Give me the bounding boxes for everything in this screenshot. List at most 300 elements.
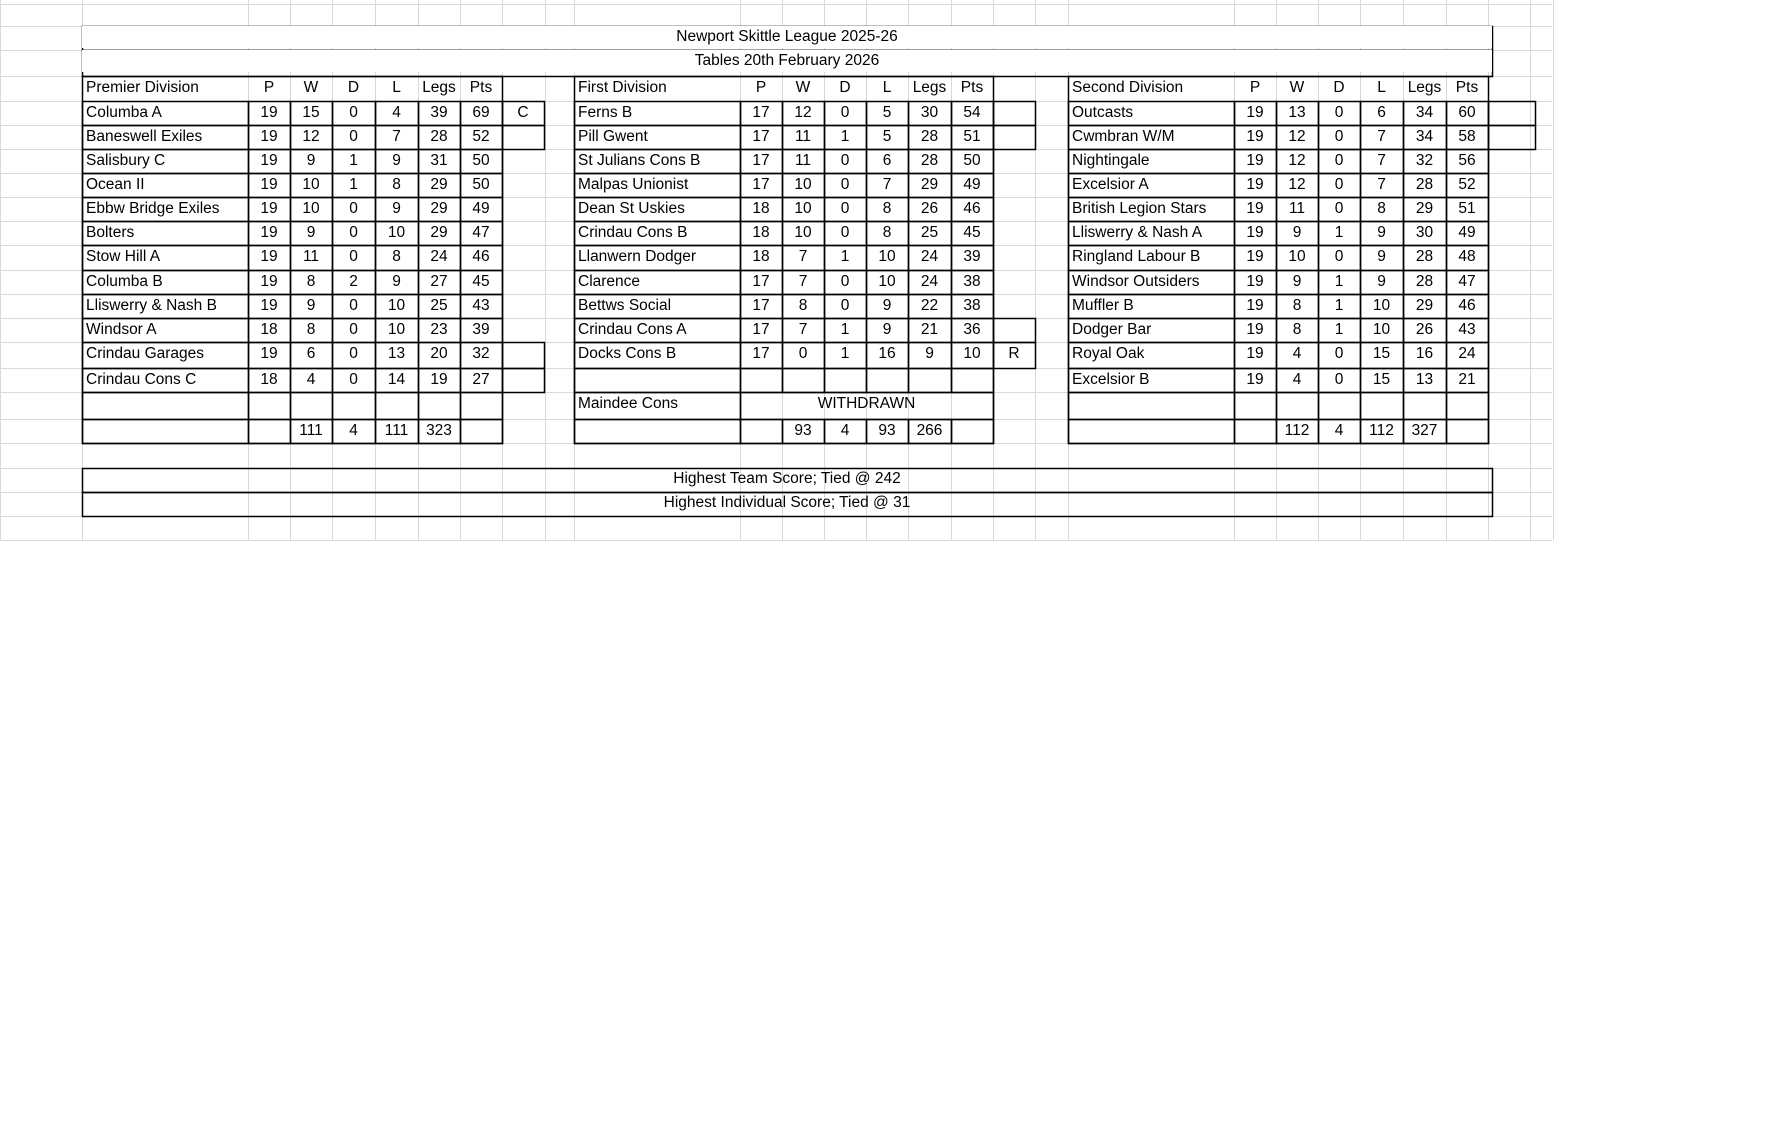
stat-legs[interactable]: 31 (430, 152, 448, 169)
team-name[interactable]: Malpas Unionist (578, 176, 689, 193)
sheet-title[interactable]: Newport Skittle League 2025-26 (82, 26, 1492, 48)
stat-pts[interactable]: 39 (963, 248, 981, 265)
stat-p[interactable]: 18 (752, 224, 770, 241)
stat-w[interactable]: 8 (1292, 321, 1302, 338)
stat-p[interactable]: 19 (260, 200, 278, 217)
total-pts[interactable] (951, 420, 993, 442)
footer-highest-team[interactable]: Highest Team Score; Tied @ 242 (673, 470, 901, 487)
stat-d[interactable]: 0 (840, 200, 850, 217)
stat-pts[interactable]: 51 (1458, 200, 1476, 217)
stat-l[interactable]: 10 (387, 321, 406, 338)
status-note[interactable] (1488, 126, 1535, 148)
stat-l[interactable]: 10 (1372, 297, 1391, 314)
stat-p[interactable]: 19 (260, 176, 278, 193)
stat-d[interactable]: 0 (1334, 128, 1344, 145)
team-name[interactable]: Columba B (86, 273, 163, 290)
stat-pts[interactable]: 45 (963, 224, 981, 241)
stat-p[interactable]: 19 (260, 345, 278, 362)
stat-pts[interactable]: 47 (472, 224, 490, 241)
team-name[interactable]: Ferns B (578, 104, 633, 121)
stat-w[interactable] (1276, 393, 1318, 415)
stat-d[interactable]: 0 (840, 152, 850, 169)
stat-legs[interactable]: 29 (920, 176, 939, 193)
stat-l[interactable]: 5 (882, 104, 892, 121)
stat-w[interactable]: 9 (306, 297, 316, 314)
stat-d[interactable]: 1 (840, 345, 850, 362)
stat-legs[interactable]: 29 (430, 200, 448, 217)
team-name[interactable]: Lliswerry & Nash B (86, 297, 217, 314)
stat-d[interactable]: 0 (349, 200, 358, 217)
stat-w[interactable]: 11 (794, 128, 812, 145)
stat-l[interactable]: 7 (882, 176, 892, 193)
team-name[interactable]: Llanwern Dodger (578, 248, 697, 265)
stat-l[interactable]: 8 (392, 176, 401, 193)
stat-w[interactable]: 11 (1288, 200, 1306, 217)
stat-w[interactable]: 10 (794, 200, 812, 217)
stat-w[interactable]: 9 (1292, 273, 1302, 290)
stat-l[interactable]: 7 (392, 128, 401, 145)
stat-d[interactable]: 1 (840, 248, 850, 265)
stat-p[interactable]: 19 (260, 128, 278, 145)
stat-w[interactable]: 12 (1288, 176, 1306, 193)
team-name[interactable]: Excelsior A (1072, 176, 1149, 193)
stat-pts[interactable]: 32 (472, 345, 490, 362)
stat-l[interactable]: 7 (1377, 152, 1386, 169)
stat-d[interactable] (332, 393, 375, 415)
stat-p[interactable] (248, 393, 290, 415)
stat-d[interactable]: 0 (1334, 345, 1344, 362)
stat-legs[interactable]: 20 (430, 345, 448, 362)
stat-w[interactable]: 9 (306, 152, 316, 169)
column-header-l[interactable]: L (882, 79, 892, 96)
team-name[interactable]: Crindau Cons C (86, 371, 197, 388)
stat-legs[interactable]: 13 (1415, 371, 1434, 388)
stat-legs[interactable]: 24 (920, 273, 939, 290)
column-header-w[interactable]: W (303, 79, 319, 96)
stat-d[interactable]: 0 (1334, 248, 1344, 265)
stat-legs[interactable]: 16 (1415, 345, 1434, 362)
stat-l[interactable]: 5 (882, 128, 892, 145)
column-header-w[interactable]: W (795, 79, 811, 96)
stat-pts[interactable]: 39 (472, 321, 490, 338)
stat-w[interactable]: 8 (306, 321, 316, 338)
stat-p[interactable] (740, 369, 782, 391)
stat-pts[interactable]: 52 (472, 128, 490, 145)
status-note[interactable] (502, 126, 544, 148)
stat-legs[interactable] (908, 369, 951, 391)
stat-p[interactable]: 19 (260, 152, 278, 169)
team-name[interactable]: Crindau Garages (86, 345, 205, 362)
stat-l[interactable]: 8 (882, 200, 892, 217)
total-d[interactable]: 4 (840, 422, 850, 439)
stat-d[interactable]: 0 (349, 248, 358, 265)
stat-l[interactable]: 9 (1377, 224, 1386, 241)
stat-p[interactable]: 17 (752, 176, 770, 193)
stat-w[interactable]: 10 (794, 176, 812, 193)
stat-d[interactable]: 1 (840, 128, 850, 145)
stat-pts[interactable]: 46 (472, 248, 490, 265)
stat-pts[interactable]: 52 (1458, 176, 1476, 193)
team-name[interactable]: Clarence (578, 273, 641, 290)
stat-l[interactable]: 6 (1377, 104, 1386, 121)
stat-pts[interactable]: 36 (963, 321, 981, 338)
stat-pts[interactable]: 51 (963, 128, 981, 145)
stat-pts[interactable]: 45 (472, 273, 490, 290)
stat-legs[interactable]: 28 (1415, 176, 1434, 193)
stat-l[interactable]: 10 (878, 248, 896, 265)
column-header-legs[interactable]: Legs (912, 79, 947, 96)
stat-w[interactable]: 12 (794, 104, 812, 121)
stat-pts[interactable]: 50 (472, 152, 490, 169)
stat-d[interactable]: 0 (349, 345, 358, 362)
stat-p[interactable]: 19 (1246, 371, 1264, 388)
withdrawn-label[interactable]: WITHDRAWN (817, 395, 916, 412)
stat-p[interactable]: 18 (752, 200, 770, 217)
stat-w[interactable] (782, 369, 824, 391)
footer-highest-individual[interactable]: Highest Individual Score; Tied @ 31 (663, 494, 911, 511)
stat-l[interactable] (375, 393, 418, 415)
stat-l[interactable]: 13 (387, 345, 406, 362)
team-name[interactable]: Windsor Outsiders (1072, 273, 1200, 290)
stat-p[interactable]: 17 (752, 321, 770, 338)
total-legs[interactable]: 327 (1411, 422, 1438, 439)
column-header-l[interactable]: L (392, 79, 401, 96)
team-name[interactable]: Excelsior B (1072, 371, 1150, 388)
team-name[interactable] (574, 369, 740, 391)
stat-pts[interactable] (1446, 393, 1488, 415)
stat-p[interactable]: 17 (752, 345, 770, 362)
stat-w[interactable]: 10 (302, 176, 320, 193)
total-p[interactable] (740, 420, 782, 442)
stat-p[interactable]: 18 (752, 248, 770, 265)
stat-legs[interactable]: 24 (430, 248, 448, 265)
stat-p[interactable]: 19 (1246, 200, 1264, 217)
stat-l[interactable]: 7 (1377, 176, 1386, 193)
stat-l[interactable]: 9 (882, 321, 892, 338)
column-header-legs[interactable]: Legs (422, 79, 456, 96)
stat-d[interactable]: 1 (349, 152, 358, 169)
column-header-d[interactable]: D (1333, 79, 1345, 96)
stat-pts[interactable]: 43 (472, 297, 490, 314)
stat-d[interactable]: 0 (1334, 176, 1344, 193)
column-header-p[interactable]: P (1249, 79, 1261, 96)
stat-legs[interactable] (1403, 393, 1446, 415)
column-header-d[interactable]: D (347, 79, 360, 96)
team-name[interactable]: Ebbw Bridge Exiles (86, 200, 220, 217)
status-note[interactable] (1488, 102, 1535, 124)
stat-l[interactable]: 16 (878, 345, 896, 362)
stat-w[interactable]: 4 (1292, 371, 1302, 388)
column-header-w[interactable]: W (1289, 79, 1305, 96)
total-legs[interactable]: 323 (426, 422, 452, 439)
stat-pts[interactable] (460, 393, 502, 415)
stat-l[interactable]: 9 (392, 200, 401, 217)
stat-pts[interactable]: 38 (963, 273, 981, 290)
stat-p[interactable]: 19 (1246, 128, 1264, 145)
column-header-d[interactable]: D (839, 79, 851, 96)
column-header-p[interactable]: P (755, 79, 767, 96)
stat-pts[interactable]: 43 (1458, 321, 1476, 338)
stat-w[interactable]: 8 (798, 297, 808, 314)
stat-l[interactable]: 9 (882, 297, 892, 314)
team-name[interactable]: Nightingale (1072, 152, 1150, 169)
team-name[interactable]: Dodger Bar (1072, 321, 1152, 338)
team-name[interactable]: Muffler B (1072, 297, 1134, 314)
stat-pts[interactable]: 21 (1458, 371, 1476, 388)
stat-p[interactable]: 19 (1246, 321, 1264, 338)
team-name[interactable]: Columba A (86, 104, 162, 121)
stat-p[interactable]: 17 (752, 128, 770, 145)
team-name[interactable]: Bettws Social (578, 297, 672, 314)
stat-d[interactable]: 0 (1334, 371, 1344, 388)
stat-p[interactable]: 18 (260, 321, 278, 338)
stat-legs[interactable]: 29 (430, 224, 448, 241)
stat-p[interactable] (1234, 393, 1276, 415)
stat-w[interactable]: 10 (1288, 248, 1306, 265)
stat-d[interactable]: 0 (840, 224, 850, 241)
stat-w[interactable]: 11 (794, 152, 812, 169)
team-name[interactable]: Ringland Labour B (1072, 248, 1201, 265)
stat-d[interactable]: 0 (840, 297, 850, 314)
stat-legs[interactable] (418, 393, 460, 415)
stat-w[interactable]: 15 (302, 104, 320, 121)
division-header[interactable]: First Division (578, 79, 667, 96)
stat-legs[interactable]: 9 (925, 345, 934, 362)
stat-d[interactable]: 0 (349, 371, 358, 388)
stat-w[interactable]: 6 (306, 345, 316, 362)
stat-p[interactable]: 19 (1246, 345, 1264, 362)
stat-l[interactable]: 9 (392, 273, 401, 290)
stat-d[interactable]: 1 (1334, 273, 1344, 290)
stat-legs[interactable]: 29 (430, 176, 448, 193)
total-l[interactable]: 111 (384, 422, 409, 439)
team-name[interactable]: Windsor A (86, 321, 157, 338)
stat-legs[interactable]: 28 (1415, 273, 1434, 290)
stat-d[interactable]: 0 (1334, 152, 1344, 169)
stat-pts[interactable]: 38 (963, 297, 981, 314)
stat-l[interactable]: 4 (392, 104, 401, 121)
stat-w[interactable]: 11 (302, 248, 320, 265)
total-d[interactable]: 4 (349, 422, 358, 439)
stat-d[interactable]: 0 (840, 273, 850, 290)
column-header-legs[interactable]: Legs (1407, 79, 1442, 96)
team-name[interactable]: British Legion Stars (1072, 200, 1207, 217)
stat-l[interactable]: 8 (1377, 200, 1386, 217)
stat-legs[interactable]: 34 (1415, 104, 1434, 121)
stat-legs[interactable]: 32 (1415, 152, 1434, 169)
stat-d[interactable]: 1 (1334, 297, 1344, 314)
stat-w[interactable]: 8 (1292, 297, 1302, 314)
status-note[interactable] (502, 369, 544, 391)
stat-d[interactable]: 1 (840, 321, 850, 338)
status-note[interactable] (993, 319, 1035, 341)
stat-legs[interactable]: 30 (920, 104, 939, 121)
stat-legs[interactable]: 23 (430, 321, 448, 338)
stat-p[interactable]: 19 (1246, 104, 1264, 121)
stat-p[interactable]: 18 (260, 371, 278, 388)
stat-w[interactable]: 8 (306, 273, 316, 290)
stat-l[interactable]: 10 (387, 297, 406, 314)
stat-l[interactable]: 7 (1377, 128, 1386, 145)
stat-l[interactable]: 9 (1377, 273, 1386, 290)
stat-d[interactable] (1318, 393, 1360, 415)
team-name[interactable] (82, 393, 248, 415)
stat-legs[interactable]: 25 (430, 297, 448, 314)
stat-d[interactable]: 0 (840, 176, 850, 193)
stat-p[interactable]: 19 (1246, 152, 1264, 169)
stat-w[interactable]: 9 (1292, 224, 1302, 241)
stat-legs[interactable]: 19 (430, 371, 448, 388)
stat-p[interactable]: 19 (260, 297, 278, 314)
stat-w[interactable]: 4 (1292, 345, 1302, 362)
stat-legs[interactable]: 29 (1415, 297, 1434, 314)
stat-l[interactable]: 15 (1372, 371, 1391, 388)
stat-pts[interactable]: 27 (472, 371, 490, 388)
status-note[interactable] (502, 343, 544, 365)
stat-p[interactable]: 17 (752, 273, 770, 290)
stat-pts[interactable]: 46 (963, 200, 981, 217)
stat-w[interactable]: 0 (798, 345, 808, 362)
stat-w[interactable]: 10 (794, 224, 812, 241)
team-name[interactable]: St Julians Cons B (578, 152, 701, 169)
stat-legs[interactable]: 28 (1415, 248, 1434, 265)
stat-w[interactable]: 7 (798, 321, 808, 338)
stat-pts[interactable]: 60 (1458, 104, 1476, 121)
stat-p[interactable]: 17 (752, 104, 770, 121)
stat-l[interactable]: 14 (387, 371, 406, 388)
stat-legs[interactable]: 27 (430, 273, 448, 290)
stat-w[interactable]: 7 (798, 248, 808, 265)
stat-legs[interactable]: 21 (920, 321, 939, 338)
stat-pts[interactable]: 49 (472, 200, 490, 217)
stat-l[interactable]: 8 (392, 248, 401, 265)
stat-l[interactable]: 8 (882, 224, 892, 241)
stat-p[interactable]: 19 (260, 104, 278, 121)
stat-d[interactable]: 0 (1334, 104, 1344, 121)
column-header-p[interactable]: P (263, 79, 275, 96)
team-name[interactable]: Cwmbran W/M (1072, 128, 1175, 145)
team-name[interactable]: Outcasts (1072, 104, 1134, 121)
stat-l[interactable]: 15 (1372, 345, 1391, 362)
status-note[interactable] (993, 102, 1035, 124)
total-pts[interactable] (460, 420, 502, 442)
team-name[interactable] (1068, 393, 1234, 415)
stat-l[interactable]: 10 (878, 273, 896, 290)
stat-w[interactable] (290, 393, 332, 415)
stat-pts[interactable]: 58 (1458, 128, 1476, 145)
stat-d[interactable]: 1 (349, 176, 358, 193)
stat-d[interactable]: 0 (349, 128, 358, 145)
total-d[interactable]: 4 (1334, 422, 1344, 439)
stat-pts[interactable]: 50 (472, 176, 490, 193)
withdrawn-team[interactable]: Maindee Cons (578, 395, 678, 412)
stat-legs[interactable]: 34 (1415, 128, 1434, 145)
stat-legs[interactable]: 25 (920, 224, 939, 241)
stat-legs[interactable]: 26 (1415, 321, 1434, 338)
stat-p[interactable]: 19 (260, 224, 278, 241)
column-header-l[interactable]: L (1377, 79, 1386, 96)
stat-d[interactable]: 0 (349, 104, 358, 121)
stat-w[interactable]: 10 (302, 200, 320, 217)
team-name[interactable]: Lliswerry & Nash A (1072, 224, 1203, 241)
stat-legs[interactable]: 24 (920, 248, 939, 265)
total-p[interactable] (1234, 420, 1276, 442)
stat-l[interactable]: 6 (882, 152, 892, 169)
stat-p[interactable]: 19 (1246, 297, 1264, 314)
stat-p[interactable]: 19 (260, 273, 278, 290)
stat-p[interactable]: 17 (752, 297, 770, 314)
status-note[interactable]: C (517, 104, 529, 121)
stat-w[interactable]: 4 (306, 371, 316, 388)
team-name[interactable]: Crindau Cons A (578, 321, 687, 338)
stat-legs[interactable]: 26 (920, 200, 939, 217)
stat-d[interactable]: 1 (1334, 224, 1344, 241)
team-name[interactable]: Pill Gwent (578, 128, 648, 145)
stat-l[interactable] (866, 369, 908, 391)
total-l[interactable]: 112 (1369, 422, 1394, 439)
stat-w[interactable]: 12 (1288, 152, 1306, 169)
stat-d[interactable]: 0 (349, 224, 358, 241)
stat-l[interactable]: 9 (392, 152, 401, 169)
total-l[interactable]: 93 (878, 422, 896, 439)
stat-pts[interactable]: 50 (963, 152, 981, 169)
stat-l[interactable]: 10 (387, 224, 406, 241)
stat-p[interactable]: 19 (1246, 248, 1264, 265)
stat-pts[interactable]: 49 (1458, 224, 1476, 241)
stat-pts[interactable]: 47 (1458, 273, 1476, 290)
team-name[interactable]: Dean St Uskies (578, 200, 685, 217)
stat-legs[interactable]: 28 (920, 152, 939, 169)
team-name[interactable]: Royal Oak (1072, 345, 1145, 362)
division-header[interactable]: Premier Division (86, 79, 199, 96)
team-name[interactable]: Bolters (86, 224, 135, 241)
stat-l[interactable] (1360, 393, 1403, 415)
stat-l[interactable]: 9 (1377, 248, 1386, 265)
stat-w[interactable]: 12 (1288, 128, 1306, 145)
status-note[interactable] (993, 126, 1035, 148)
stat-pts[interactable]: 54 (963, 104, 981, 121)
stat-pts[interactable]: 69 (472, 104, 490, 121)
stat-w[interactable]: 9 (306, 224, 316, 241)
status-note[interactable]: R (1008, 345, 1020, 362)
team-name[interactable]: Crindau Cons B (578, 224, 688, 241)
total-w[interactable]: 111 (299, 422, 323, 439)
stat-w[interactable]: 7 (798, 273, 808, 290)
stat-d[interactable]: 0 (1334, 200, 1344, 217)
stat-p[interactable]: 19 (1246, 224, 1264, 241)
stat-pts[interactable]: 24 (1458, 345, 1476, 362)
stat-legs[interactable]: 39 (430, 104, 448, 121)
stat-l[interactable]: 10 (1372, 321, 1391, 338)
team-name[interactable]: Docks Cons B (578, 345, 677, 362)
total-w[interactable]: 112 (1284, 422, 1310, 439)
stat-legs[interactable]: 28 (920, 128, 939, 145)
team-name[interactable]: Baneswell Exiles (86, 128, 203, 145)
team-name[interactable]: Stow Hill A (86, 248, 161, 265)
column-header-pts[interactable]: Pts (469, 79, 493, 96)
stat-d[interactable]: 1 (1334, 321, 1344, 338)
total-p[interactable] (248, 420, 290, 442)
stat-pts[interactable]: 10 (963, 345, 981, 362)
division-header[interactable]: Second Division (1072, 79, 1184, 96)
stat-legs[interactable]: 29 (1415, 200, 1434, 217)
stat-pts[interactable]: 49 (963, 176, 981, 193)
total-w[interactable]: 93 (794, 422, 812, 439)
stat-p[interactable]: 19 (260, 248, 278, 265)
stat-legs[interactable]: 28 (430, 128, 448, 145)
stat-d[interactable]: 0 (349, 321, 358, 338)
column-header-pts[interactable]: Pts (960, 79, 984, 96)
